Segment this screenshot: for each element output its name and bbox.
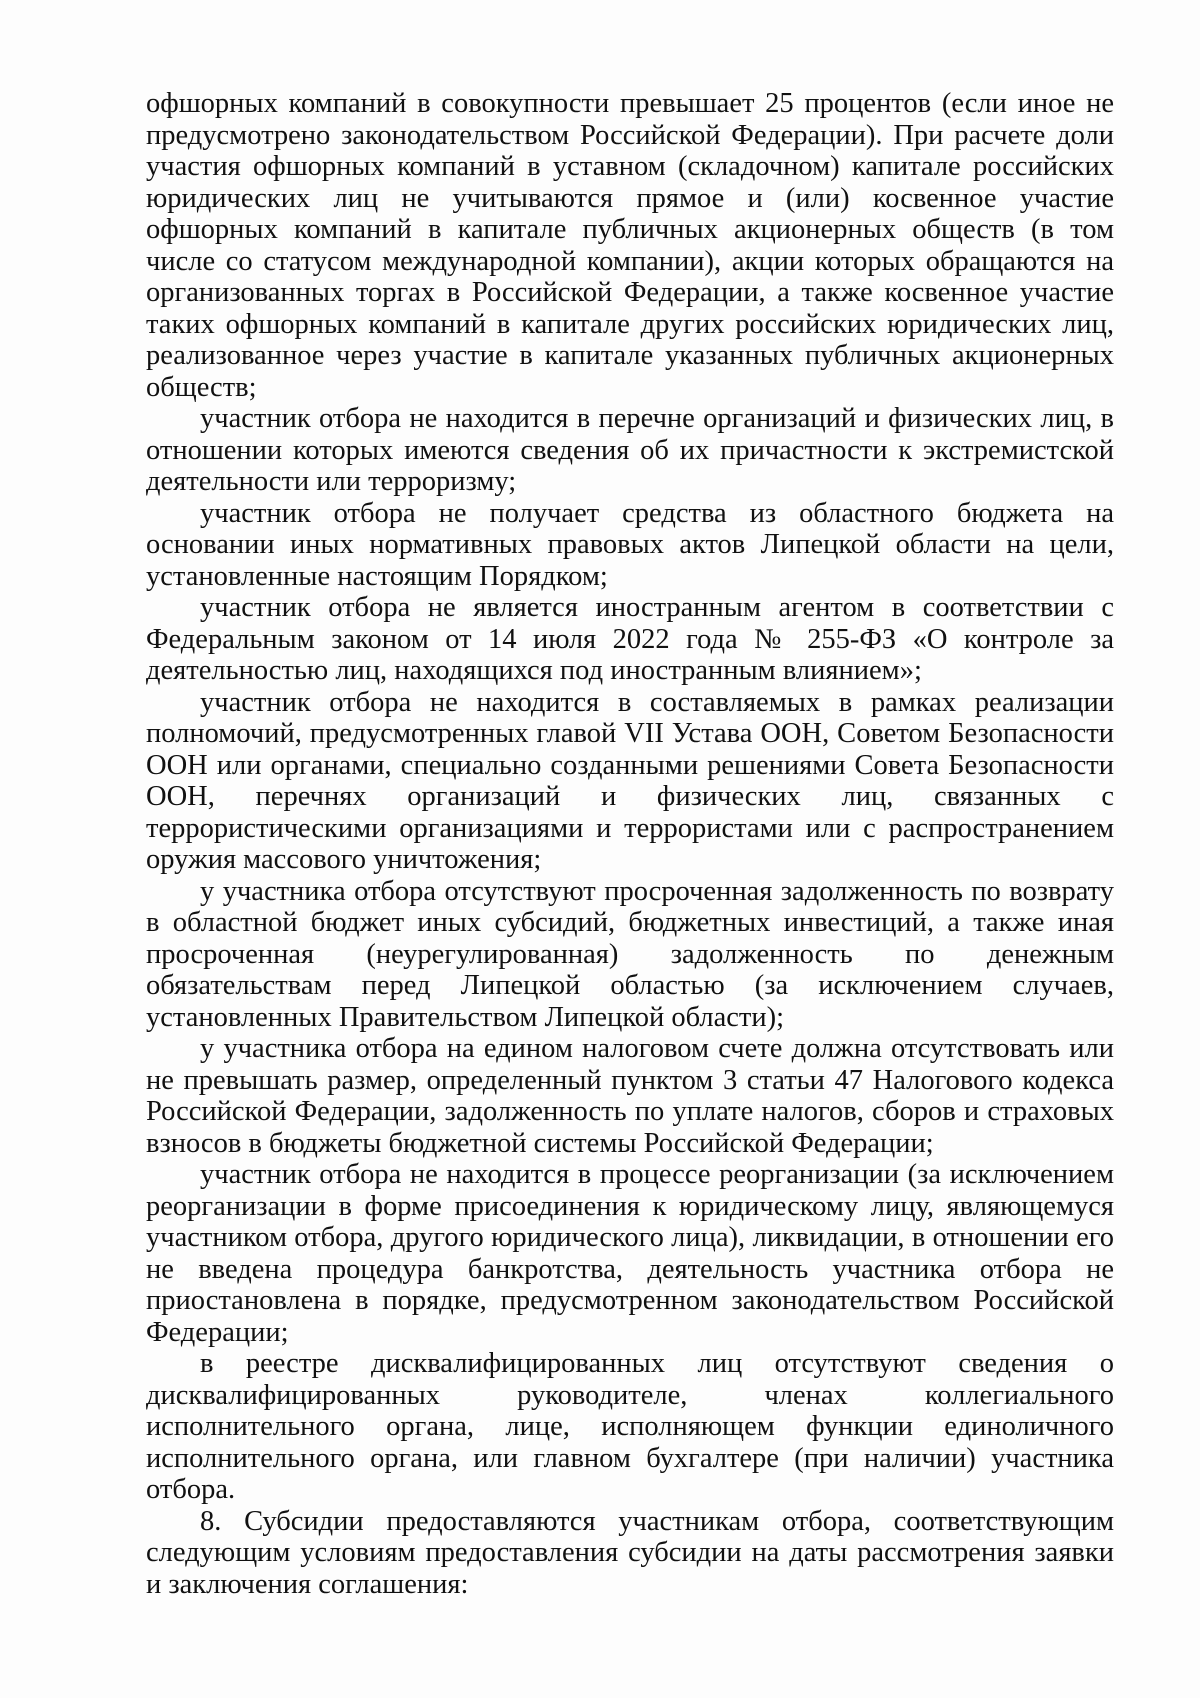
- paragraph-extremism: участник отбора не находится в перечне организаций и физических лиц, в отношении которых имеются сведения об их причастности к экстремистской деятельности или терроризму;: [146, 403, 1114, 497]
- paragraph-overdue-debt: у участника отбора отсутствуют просроченная задолженность по возврату в областной бюджет иных субсидий, бюджетных инвестиций, а также иная просроченная (неурегулированная) задолженность по денежным обязательствам перед Липецкой областью (за исключением случаев, установленных Правительством Липецкой области);: [146, 875, 1114, 1033]
- paragraph-reorganization: участник отбора не находится в процессе реорганизации (за исключением реорганизации в форме присоединения к юридическому лицу, являющемуся участником отбора, другого юридического лица), ликвидации, в отношении его не введена процедура банкротства, деятельность участника отбора не приостановлена в порядке, предусмотренном законодательством Российской Федерации;: [146, 1159, 1114, 1348]
- paragraph-offshore-share: офшорных компаний в совокупности превышает 25 процентов (если иное не предусмотрено законодательством Российской Федерации). При расчете доли участия офшорных компаний в уставном (складочном) капитале российских юридических лиц не учитываются прямое и (или) косвенное участие офшорных компаний в капитале публичных акционерных обществ (в том числе со статусом международной компании), акции которых обращаются на организованных торгах в Российской Федерации, а также косвенное участие таких офшорных компаний в капитале других российских юридических лиц, реализованное через участие в капитале указанных публичных акционерных обществ;: [146, 88, 1114, 403]
- paragraph-foreign-agent: участник отбора не является иностранным агентом в соответствии с Федеральным законом от 14 июля 2022 года № 255-ФЗ «О контроле за деятельностью лиц, находящихся под иностранным влиянием»;: [146, 592, 1114, 686]
- paragraph-disqualified-persons: в реестре дисквалифицированных лиц отсутствуют сведения о дисквалифицированных руководителе, членах коллегиального исполнительного органа, лице, исполняющем функции единоличного исполнительного органа, или главном бухгалтере (при наличии) участника отбора.: [146, 1348, 1114, 1505]
- paragraph-un-security-council: участник отбора не находится в составляемых в рамках реализации полномочий, предусмотренных главой VII Устава ООН, Советом Безопасности ООН или органами, специально созданными решениями Совета Безопасности ООН, перечнях организаций и физических лиц, связанных с террористическими организациями и террористами или с распространением оружия массового уничтожения;: [146, 686, 1114, 875]
- paragraph-regional-budget: участник отбора не получает средства из областного бюджета на основании иных нормативных правовых актов Липецкой области на цели, установленные настоящим Порядком;: [146, 497, 1114, 592]
- paragraph-clause-8: 8. Субсидии предоставляются участникам отбора, соответствующим следующим условиям предоставления субсидии на даты рассмотрения заявки и заключения соглашения:: [146, 1505, 1114, 1600]
- document-body: [146, 88, 1114, 1600]
- paragraph-tax-account: у участника отбора на едином налоговом счете должна отсутствовать или не превышать размер, определенный пунктом 3 статьи 47 Налогового кодекса Российской Федерации, задолженность по уплате налогов, сборов и страховых взносов в бюджеты бюджетной системы Российской Федерации;: [146, 1033, 1114, 1159]
